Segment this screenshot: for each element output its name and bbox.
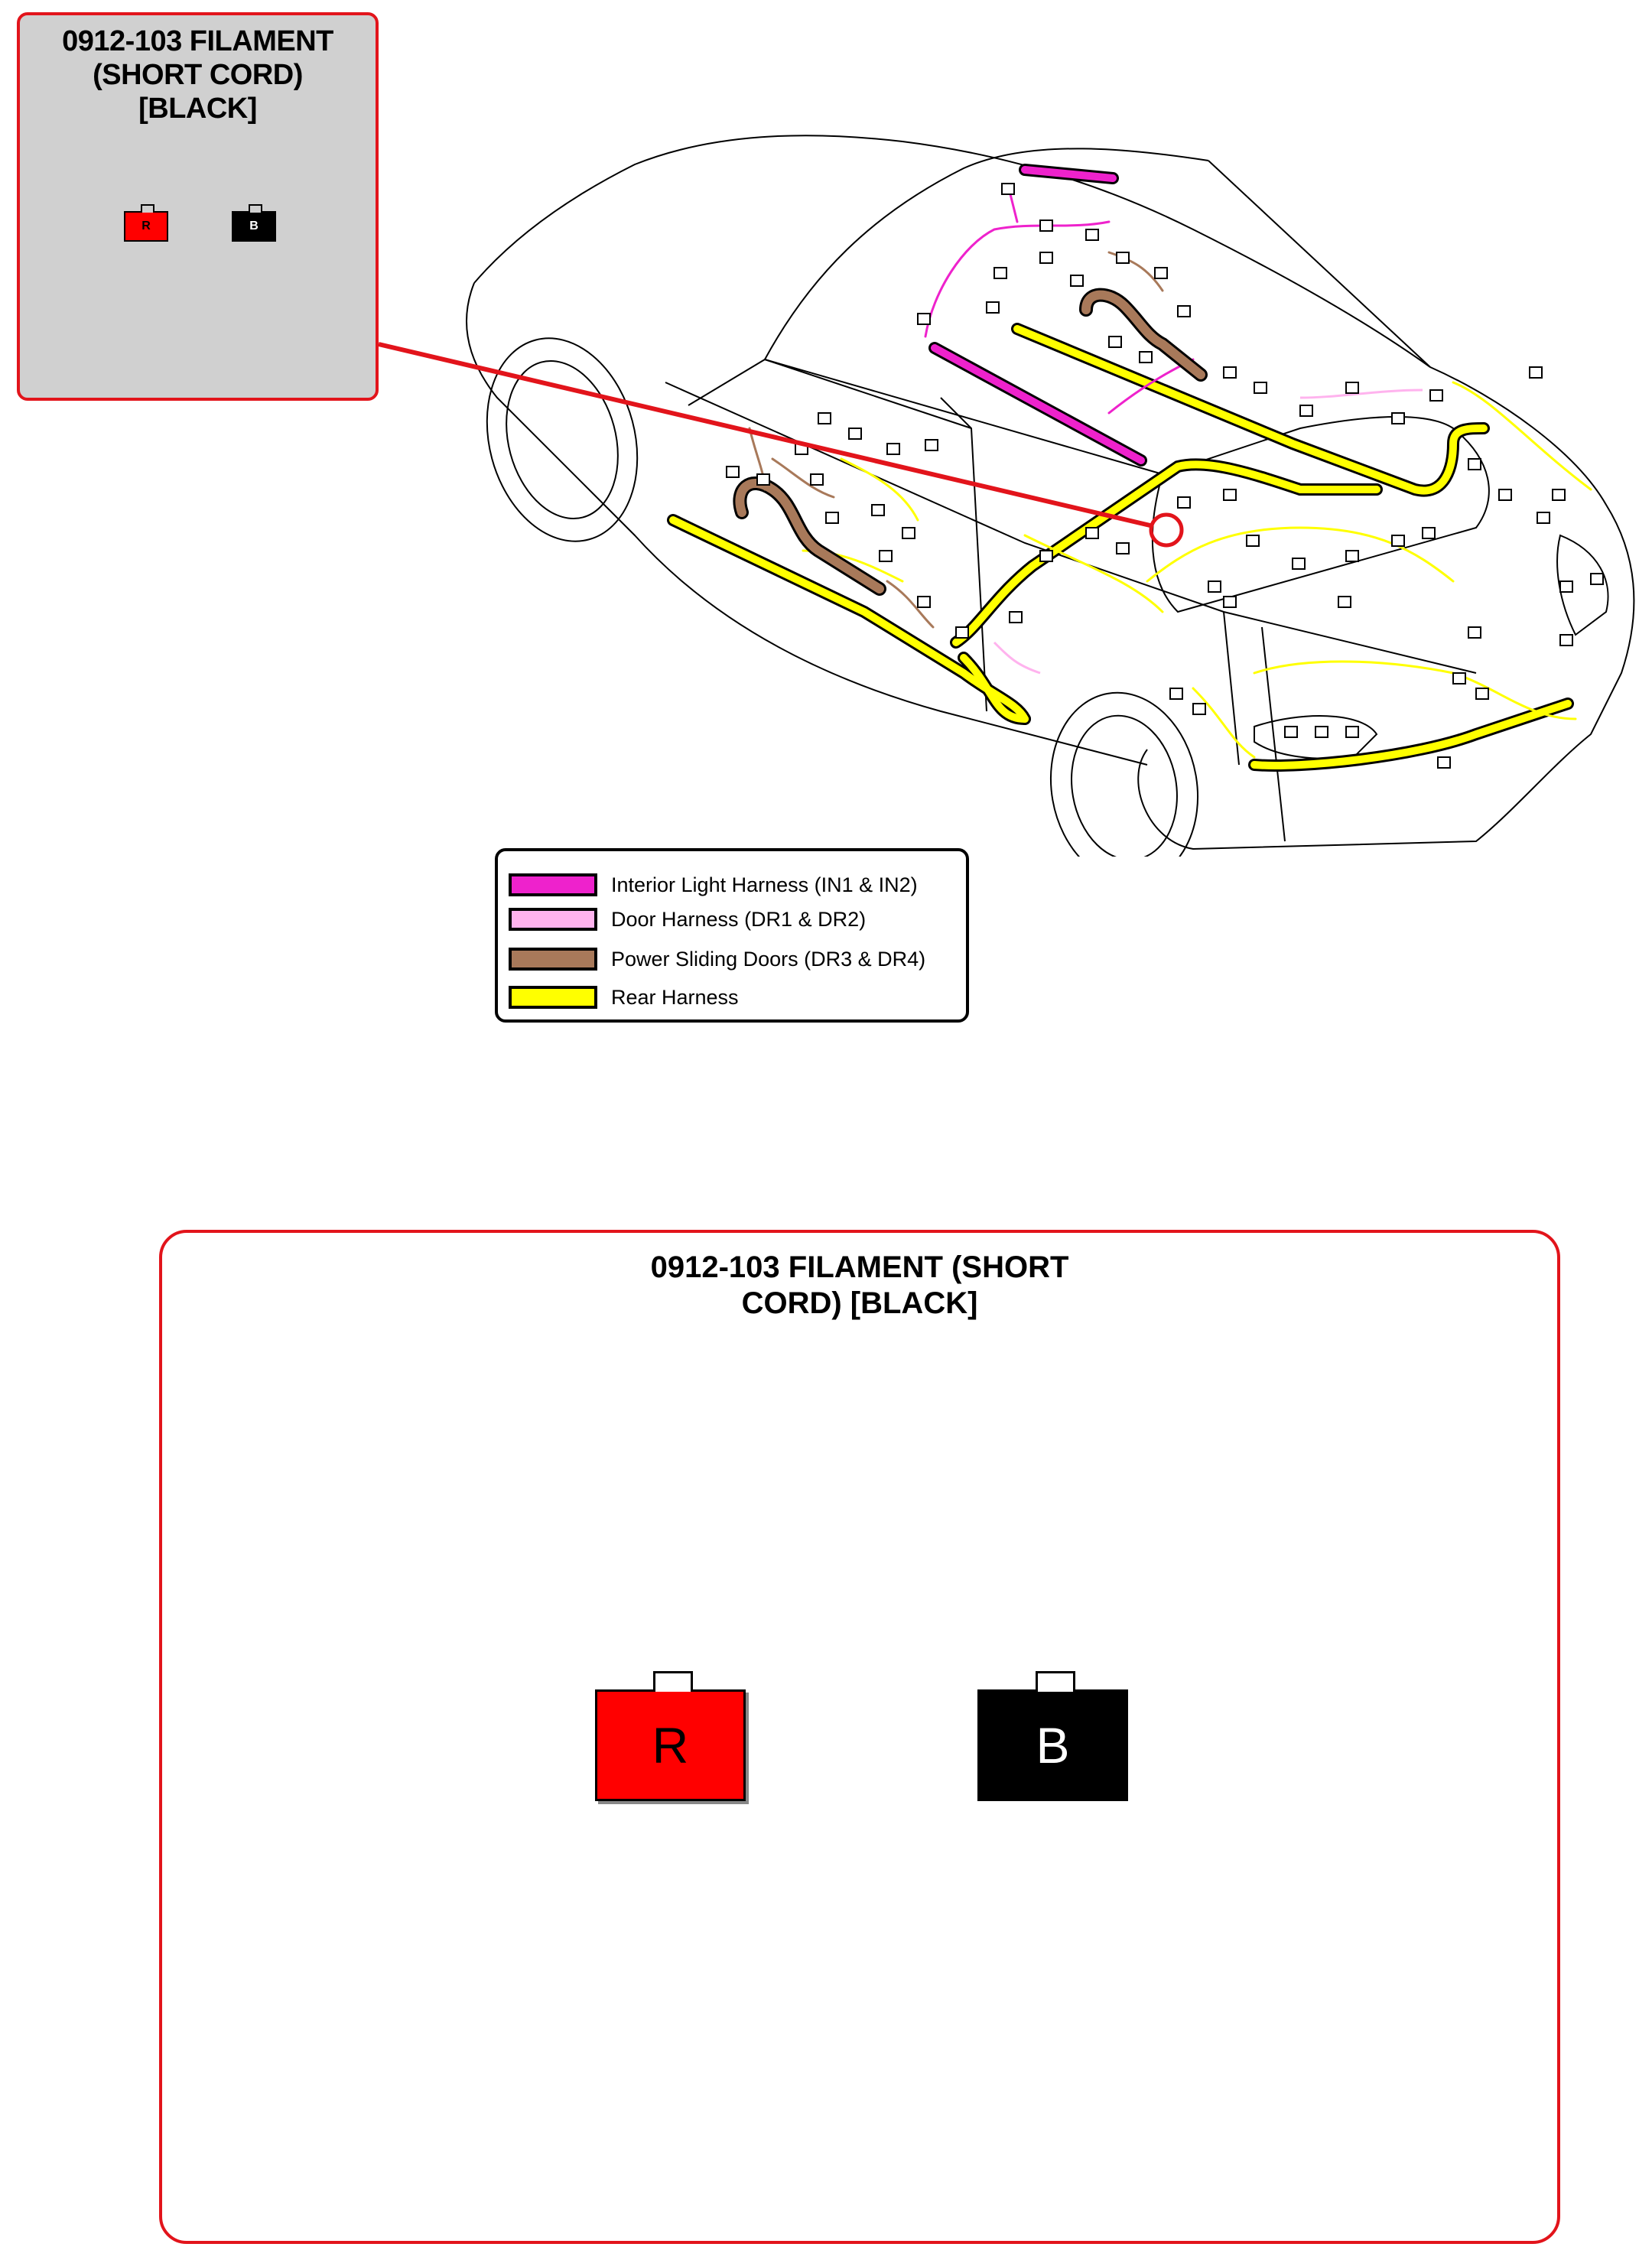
detail-title-line1: 0912-103 FILAMENT (SHORT <box>650 1250 1069 1284</box>
legend-swatch <box>509 873 597 896</box>
front-wheel <box>465 321 659 558</box>
connector-location-marker <box>1151 515 1182 545</box>
callout-title <box>20 24 376 125</box>
car-trunk-lid <box>1153 417 1489 612</box>
legend-swatch <box>509 948 597 971</box>
legend-label: Door Harness (DR1 & DR2) <box>611 907 867 931</box>
legend-item-power-sliding-doors <box>509 944 925 974</box>
harness-legend <box>495 848 969 1023</box>
car-hood-outline <box>467 283 1147 765</box>
callout-title-line3: [BLACK] <box>138 93 257 125</box>
connector-detail-panel <box>159 1230 1560 2244</box>
rear-wheel <box>1036 681 1213 857</box>
legend-label: Rear Harness <box>611 985 739 1009</box>
callout-title-line2: (SHORT CORD) <box>93 59 303 91</box>
legend-item-door <box>509 904 866 935</box>
legend-item-rear <box>509 982 739 1013</box>
callout-title-line1: 0912-103 FILAMENT <box>62 25 333 57</box>
callout-pin-red: R <box>124 211 168 242</box>
legend-swatch <box>509 908 597 931</box>
legend-item-interior-light <box>509 870 918 900</box>
connector-callout-panel <box>17 12 379 401</box>
legend-label: Interior Light Harness (IN1 & IN2) <box>611 873 918 896</box>
legend-label: Power Sliding Doors (DR3 & DR4) <box>611 947 926 971</box>
detail-pin-black: B <box>977 1689 1128 1801</box>
detail-pin-red: R <box>595 1689 746 1801</box>
callout-leader-line <box>379 344 1153 526</box>
detail-title <box>162 1250 1557 1322</box>
callout-pin-black: B <box>232 211 276 242</box>
car-roof-outline <box>474 135 1430 367</box>
detail-title-line2: CORD) [BLACK] <box>741 1286 978 1320</box>
legend-swatch <box>509 986 597 1009</box>
